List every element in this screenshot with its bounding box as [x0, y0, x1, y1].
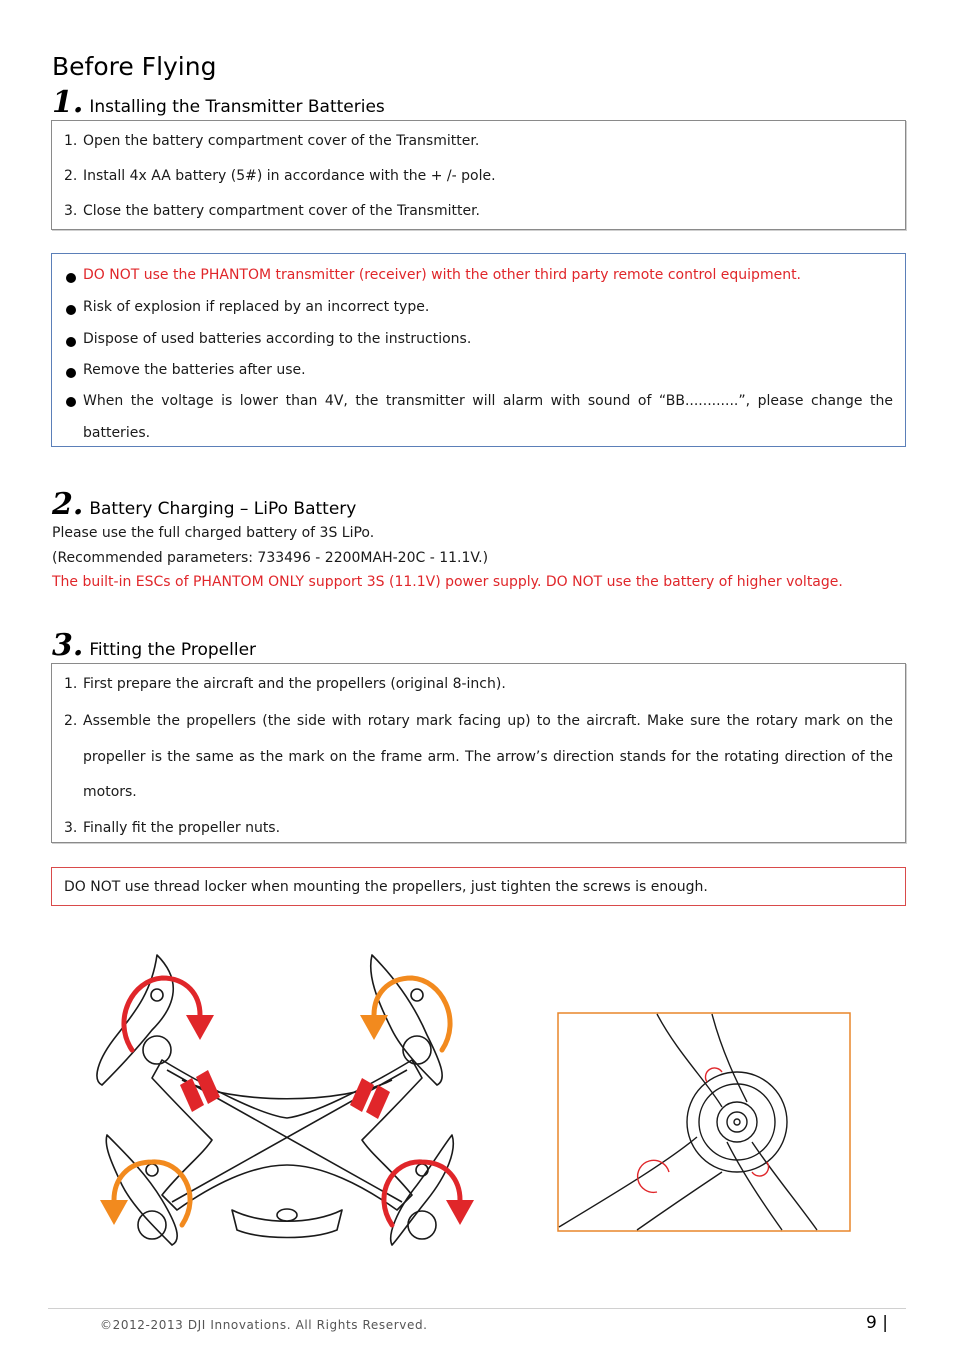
battery-requirement-text: Please use the full charged battery of 3S LiPo. [52, 525, 375, 541]
prop-nut [151, 989, 163, 1001]
warning-item [52, 330, 905, 348]
section-3-heading [52, 628, 257, 663]
propeller-steps-box [51, 663, 906, 843]
step-number: 2. [64, 713, 78, 729]
thread-locker-note-box [51, 867, 906, 906]
warning-item [52, 266, 905, 284]
step-item [52, 811, 905, 846]
step-number: 3. [64, 819, 78, 836]
prop-nut [411, 989, 423, 1001]
arrowhead-red [446, 1200, 474, 1225]
warning-item [52, 361, 905, 379]
warning-item [52, 385, 905, 449]
section-2-number: 2. [52, 487, 84, 522]
warning-text: Dispose of used batteries according to the instructions. [83, 331, 472, 347]
page-number: 9 | [866, 1313, 888, 1333]
warning-text: Remove the batteries after use. [83, 362, 306, 378]
step-item [52, 132, 905, 150]
battery-warnings-box [51, 253, 906, 447]
drone-camera-mount [277, 1209, 297, 1221]
step-number: 3. [64, 203, 78, 219]
clockwise-arrow-rear-right [384, 1162, 460, 1225]
section-3-title: Fitting the Propeller [89, 640, 257, 660]
clockwise-arrow-front-left [124, 978, 200, 1050]
transmitter-battery-steps-box [51, 120, 906, 230]
arrowhead-red [186, 1015, 214, 1040]
warning-text: DO NOT use the PHANTOM transmitter (receiver) with the other third party remote control equipment. [83, 267, 802, 283]
page-title: Before Flying [52, 52, 217, 81]
warning-text: Risk of explosion if replaced by an incorrect type. [83, 299, 430, 315]
battery-charging-text [52, 521, 843, 595]
footer-divider [48, 1308, 906, 1309]
esc-voltage-warning: The built-in ESCs of PHANTOM ONLY support 3S (11.1V) power supply. DO NOT use the battery of higher voltage. [52, 574, 843, 590]
step-text: First prepare the aircraft and the propellers (original 8-inch). [83, 676, 506, 692]
section-1-title: Installing the Transmitter Batteries [89, 97, 385, 117]
arrowhead-orange [360, 1015, 388, 1040]
counterclockwise-arrow-front-right [374, 978, 450, 1050]
step-item [52, 704, 905, 811]
step-text: Install 4x AA battery (5#) in accordance with the + /- pole. [83, 168, 496, 184]
prop-nut [416, 1164, 428, 1176]
step-number: 1. [64, 676, 78, 692]
step-text: Assemble the propellers (the side with rotary mark facing up) to the aircraft. Make sure the rotary mark on the propeller is the same as the mark on the frame arm. The arrow’s direction stands for the rotating direction of the motors. [83, 713, 893, 800]
drone-landing-gear [232, 1210, 342, 1238]
section-2-heading [52, 487, 357, 522]
propeller-front-left [97, 955, 173, 1085]
propeller-mark-detail-view [557, 1012, 851, 1232]
section-1-number: 1. [52, 85, 84, 120]
section-1-heading [52, 85, 385, 120]
counterclockwise-arrow-rear-left [114, 1162, 190, 1225]
step-number: 2. [64, 168, 78, 184]
bullet-icon [66, 305, 76, 315]
motor-front-left [143, 1036, 171, 1064]
section-3-number: 3. [52, 628, 84, 663]
propeller-rear-right [391, 1135, 454, 1245]
bullet-icon [66, 337, 76, 347]
step-text: Close the battery compartment cover of the Transmitter. [83, 203, 481, 219]
footer-copyright: ©2012-2013 DJI Innovations. All Rights Reserved. [100, 1318, 428, 1332]
motor-front-right [403, 1036, 431, 1064]
detail-frame [558, 1013, 850, 1231]
arrowhead-orange [100, 1200, 128, 1225]
section-2-title: Battery Charging – LiPo Battery [89, 499, 357, 519]
drone-propeller-rotation-diagram [92, 940, 482, 1285]
bullet-icon [66, 397, 76, 407]
bullet-icon [66, 273, 76, 283]
step-number: 1. [64, 133, 78, 149]
step-item [52, 202, 905, 220]
arm-stripes [180, 1070, 390, 1119]
step-item [52, 675, 905, 693]
recommended-parameters-text: (Recommended parameters: 733496 - 2200MAH-20C - 11.1V.) [52, 549, 489, 566]
step-text: Finally fit the propeller nuts. [83, 819, 281, 836]
prop-nut [146, 1164, 158, 1176]
warning-item [52, 298, 905, 316]
bullet-icon [66, 368, 76, 378]
motor-rear-right [408, 1211, 436, 1239]
thread-locker-note: DO NOT use thread locker when mounting the propellers, just tighten the screws is enough. [64, 879, 708, 895]
step-text: Open the battery compartment cover of the Transmitter. [83, 133, 480, 149]
step-item [52, 167, 905, 185]
warning-text: When the voltage is lower than 4V, the transmitter will alarm with sound of “BB............”, please change the batteries. [83, 393, 893, 441]
